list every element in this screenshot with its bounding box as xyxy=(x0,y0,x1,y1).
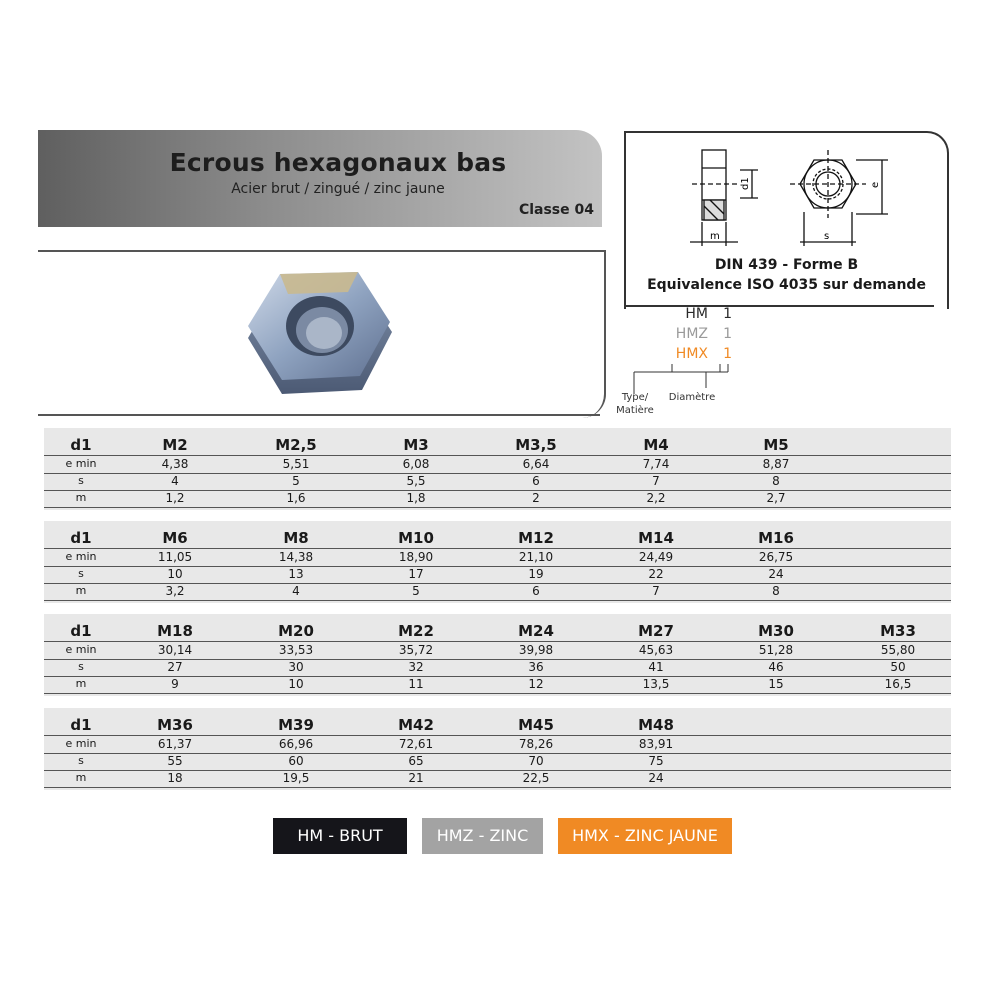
type-label-line1: Type/ xyxy=(621,392,649,403)
code-type: HM xyxy=(685,306,708,322)
table-cell: 17 xyxy=(408,567,424,581)
table-row xyxy=(44,770,951,788)
table-cell: 27 xyxy=(167,660,183,674)
table-cell: 39,98 xyxy=(518,643,554,657)
type-label-line2: Matière xyxy=(616,405,654,416)
table-cell: 24,49 xyxy=(638,550,674,564)
nut-technical-drawing xyxy=(680,140,890,250)
size-header: M2 xyxy=(162,436,188,454)
table-cell: 2 xyxy=(532,491,540,505)
table-cell: 22,5 xyxy=(522,771,550,785)
table-row xyxy=(44,490,951,508)
table-cell: 1,8 xyxy=(406,491,426,505)
table-cell: 51,28 xyxy=(758,643,794,657)
table-cell: 3,2 xyxy=(165,584,185,598)
table-cell: 83,91 xyxy=(638,737,674,751)
table-cell: 30,14 xyxy=(157,643,193,657)
size-header: M33 xyxy=(880,622,916,640)
table-cell: 30 xyxy=(288,660,304,674)
code-row xyxy=(660,346,740,362)
table-cell: 11 xyxy=(408,677,424,691)
table-cell: 22 xyxy=(648,567,664,581)
header-label: d1 xyxy=(70,716,92,734)
table-row xyxy=(44,549,951,567)
class-label: Classe 04 xyxy=(518,202,594,218)
size-header: M16 xyxy=(758,529,794,547)
table-cell: 36 xyxy=(528,660,544,674)
row-label: e min xyxy=(65,643,97,656)
table-row xyxy=(44,676,951,694)
row-label: s xyxy=(78,567,84,580)
hex-nut-photo xyxy=(240,262,400,410)
iso-equivalence: Equivalence ISO 4035 sur demande xyxy=(647,277,926,293)
table-cell: 6 xyxy=(532,584,540,598)
size-header: M20 xyxy=(278,622,314,640)
table-cell: 21,10 xyxy=(518,550,554,564)
header-banner xyxy=(38,130,602,227)
table-cell: 7 xyxy=(652,584,660,598)
size-header: M12 xyxy=(518,529,554,547)
table-cell: 50 xyxy=(890,660,906,674)
header-label: d1 xyxy=(70,436,92,454)
label-m: m xyxy=(710,231,720,242)
table-header-row xyxy=(44,432,951,456)
table-row xyxy=(44,642,951,660)
row-label: e min xyxy=(65,550,97,563)
code-type: HMX xyxy=(675,346,708,362)
size-header: M3,5 xyxy=(515,436,557,454)
label-d1: d1 xyxy=(740,177,751,190)
size-header: M39 xyxy=(278,716,314,734)
table-cell: 24 xyxy=(768,567,784,581)
table-cell: 12 xyxy=(528,677,544,691)
photo-frame-divider xyxy=(38,414,600,416)
header-label: d1 xyxy=(70,529,92,547)
size-header: M4 xyxy=(643,436,669,454)
size-header: M18 xyxy=(157,622,193,640)
table-header-row xyxy=(44,712,951,736)
legend-item: HMX - ZINC JAUNE xyxy=(558,818,732,854)
dimension-table xyxy=(44,521,951,603)
code-row xyxy=(660,326,740,342)
table-cell: 61,37 xyxy=(157,737,193,751)
table-row xyxy=(44,583,951,601)
table-cell: 66,96 xyxy=(278,737,314,751)
table-cell: 19 xyxy=(528,567,544,581)
table-cell: 2,2 xyxy=(646,491,666,505)
header-label: d1 xyxy=(70,622,92,640)
size-header: M6 xyxy=(162,529,188,547)
table-cell: 15 xyxy=(768,677,784,691)
table-cell: 2,7 xyxy=(766,491,786,505)
table-cell: 5,5 xyxy=(406,474,426,488)
row-label: m xyxy=(75,584,87,597)
size-header: M27 xyxy=(638,622,674,640)
size-header: M14 xyxy=(638,529,674,547)
dimension-table xyxy=(44,428,951,510)
code-number: 1 xyxy=(723,346,732,362)
table-cell: 6 xyxy=(532,474,540,488)
table-row xyxy=(44,659,951,677)
table-row xyxy=(44,473,951,491)
table-row xyxy=(44,753,951,771)
diameter-label: Diamètre xyxy=(668,392,716,403)
row-label: e min xyxy=(65,457,97,470)
table-header-row xyxy=(44,525,951,549)
table-cell: 70 xyxy=(528,754,544,768)
table-cell: 1,6 xyxy=(286,491,306,505)
table-cell: 7,74 xyxy=(642,457,670,471)
row-label: m xyxy=(75,771,87,784)
dimension-table xyxy=(44,614,951,696)
size-header: M24 xyxy=(518,622,554,640)
dimension-table xyxy=(44,708,951,790)
size-header: M42 xyxy=(398,716,434,734)
table-cell: 21 xyxy=(408,771,424,785)
table-cell: 72,61 xyxy=(398,737,434,751)
table-cell: 10 xyxy=(288,677,304,691)
legend-item: HM - BRUT xyxy=(273,818,407,854)
table-cell: 24 xyxy=(648,771,664,785)
table-row xyxy=(44,566,951,584)
code-number: 1 xyxy=(723,306,732,322)
table-cell: 5 xyxy=(292,474,300,488)
table-cell: 1,2 xyxy=(165,491,185,505)
table-cell: 26,75 xyxy=(758,550,794,564)
table-cell: 4,38 xyxy=(161,457,189,471)
table-cell: 8,87 xyxy=(762,457,790,471)
table-cell: 14,38 xyxy=(278,550,314,564)
table-cell: 4 xyxy=(292,584,300,598)
table-cell: 18,90 xyxy=(398,550,434,564)
row-label: m xyxy=(75,677,87,690)
label-e: e xyxy=(870,181,881,188)
din-standard: DIN 439 - Forme B xyxy=(714,257,859,273)
table-cell: 65 xyxy=(408,754,424,768)
label-s: s xyxy=(824,231,830,242)
table-cell: 32 xyxy=(408,660,424,674)
table-header-row xyxy=(44,618,951,642)
code-type: HMZ xyxy=(675,326,708,342)
size-header: M45 xyxy=(518,716,554,734)
row-label: s xyxy=(78,754,84,767)
legend-item: HMZ - ZINC xyxy=(422,818,543,854)
table-cell: 60 xyxy=(288,754,304,768)
table-cell: 6,64 xyxy=(522,457,550,471)
table-cell: 9 xyxy=(171,677,179,691)
table-cell: 5 xyxy=(412,584,420,598)
table-cell: 7 xyxy=(652,474,660,488)
row-label: m xyxy=(75,491,87,504)
table-cell: 11,05 xyxy=(157,550,193,564)
table-cell: 78,26 xyxy=(518,737,554,751)
table-cell: 55,80 xyxy=(880,643,916,657)
table-cell: 13,5 xyxy=(642,677,670,691)
table-cell: 18 xyxy=(167,771,183,785)
table-cell: 4 xyxy=(171,474,179,488)
table-cell: 19,5 xyxy=(282,771,310,785)
table-cell: 10 xyxy=(167,567,183,581)
table-cell: 75 xyxy=(648,754,664,768)
type-label xyxy=(610,391,660,417)
table-cell: 6,08 xyxy=(402,457,430,471)
size-header: M36 xyxy=(157,716,193,734)
size-header: M5 xyxy=(763,436,789,454)
size-header: M48 xyxy=(638,716,674,734)
size-header: M30 xyxy=(758,622,794,640)
table-cell: 46 xyxy=(768,660,784,674)
page-title: Ecrous hexagonaux bas xyxy=(169,148,507,177)
table-row xyxy=(44,456,951,474)
size-header: M3 xyxy=(403,436,429,454)
table-cell: 16,5 xyxy=(884,677,912,691)
table-cell: 5,51 xyxy=(282,457,310,471)
table-cell: 35,72 xyxy=(398,643,434,657)
row-label: s xyxy=(78,660,84,673)
size-header: M22 xyxy=(398,622,434,640)
page-subtitle: Acier brut / zingué / zinc jaune xyxy=(231,181,445,197)
table-cell: 8 xyxy=(772,474,780,488)
size-header: M8 xyxy=(283,529,309,547)
size-header: M2,5 xyxy=(275,436,317,454)
row-label: e min xyxy=(65,737,97,750)
row-label: s xyxy=(78,474,84,487)
table-cell: 8 xyxy=(772,584,780,598)
code-number: 1 xyxy=(723,326,732,342)
size-header: M10 xyxy=(398,529,434,547)
code-row xyxy=(660,306,740,322)
table-cell: 45,63 xyxy=(638,643,674,657)
table-cell: 41 xyxy=(648,660,664,674)
table-cell: 55 xyxy=(167,754,183,768)
table-cell: 13 xyxy=(288,567,304,581)
table-cell: 33,53 xyxy=(278,643,314,657)
table-row xyxy=(44,736,951,754)
